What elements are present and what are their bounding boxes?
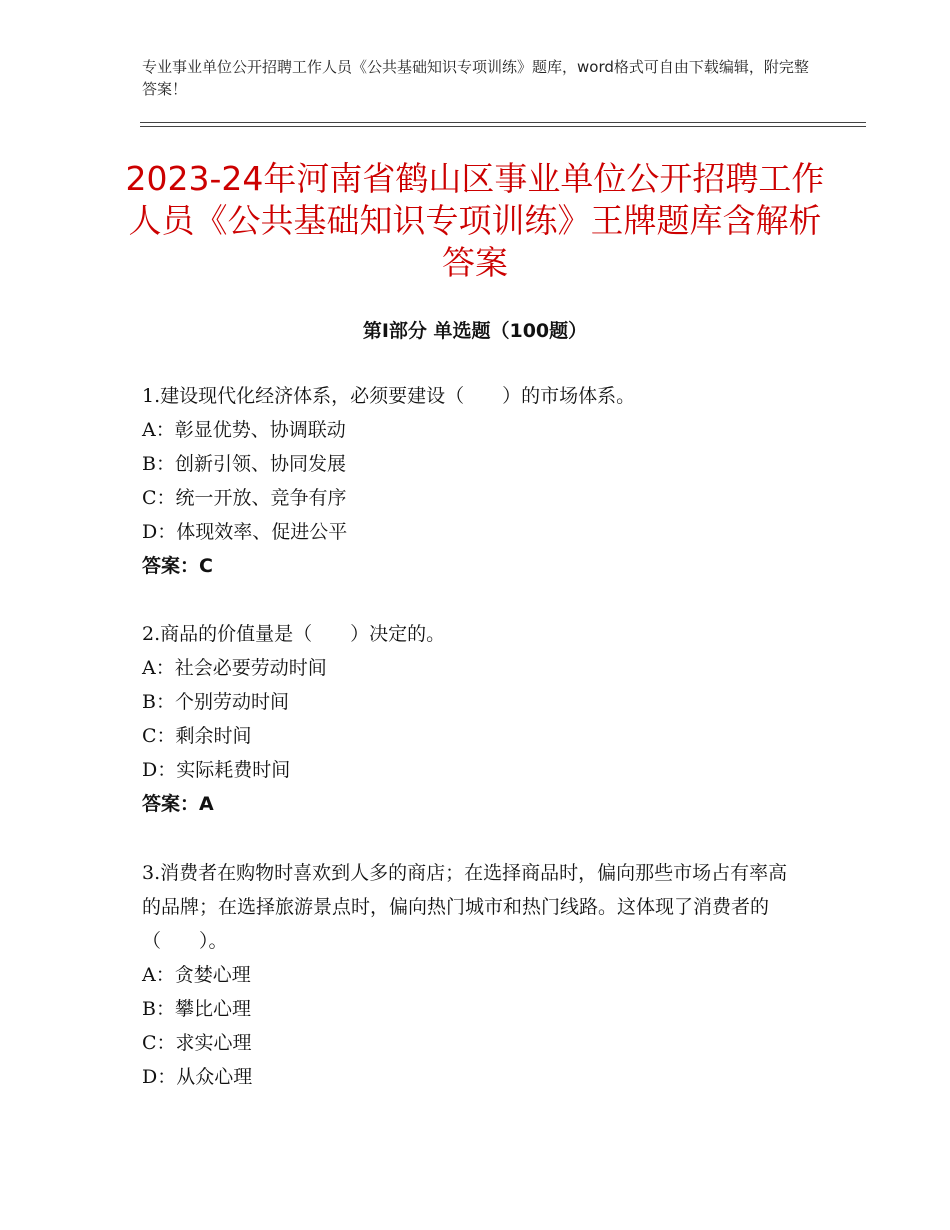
header-divider-secondary <box>140 126 866 127</box>
question-stem: 3.消费者在购物时喜欢到人多的商店；在选择商品时，偏向那些市场占有率高的品牌；在选择旅游景点时，偏向热门城市和热门线路。这体现了消费者的（ ）。 <box>142 862 788 952</box>
question-2 <box>142 617 802 821</box>
option-a: A：贪婪心理 <box>142 964 251 986</box>
option-c: C：剩余时间 <box>142 725 252 747</box>
answer: 答案：A <box>142 793 214 815</box>
option-b: B：攀比心理 <box>142 998 251 1020</box>
document-title: 2023-24年河南省鹤山区事业单位公开招聘工作人员《公共基础知识专项训练》王牌题库含解析答案 <box>125 159 825 282</box>
option-d: D：实际耗费时间 <box>142 759 291 781</box>
option-a: A：社会必要劳动时间 <box>142 657 327 679</box>
option-b: B：个别劳动时间 <box>142 691 289 713</box>
header-note: 专业事业单位公开招聘工作人员《公共基础知识专项训练》题库，word格式可自由下载编辑，附完整答案！ <box>142 58 809 98</box>
option-c: C：统一开放、竞争有序 <box>142 487 347 509</box>
question-1 <box>142 379 802 583</box>
option-c: C：求实心理 <box>142 1032 252 1054</box>
answer: 答案：C <box>142 555 213 577</box>
option-d: D：体现效率、促进公平 <box>142 521 348 543</box>
option-b: B：创新引领、协同发展 <box>142 453 346 475</box>
option-a: A：彰显优势、协调联动 <box>142 419 346 441</box>
section-heading: 第I部分 单选题（100题） <box>362 320 588 342</box>
header-divider <box>140 122 866 123</box>
question-3 <box>142 856 802 1094</box>
question-stem: 1.建设现代化经济体系，必须要建设（ ）的市场体系。 <box>142 385 636 407</box>
question-stem: 2.商品的价值量是（ ）决定的。 <box>142 623 446 645</box>
option-d: D：从众心理 <box>142 1066 253 1088</box>
